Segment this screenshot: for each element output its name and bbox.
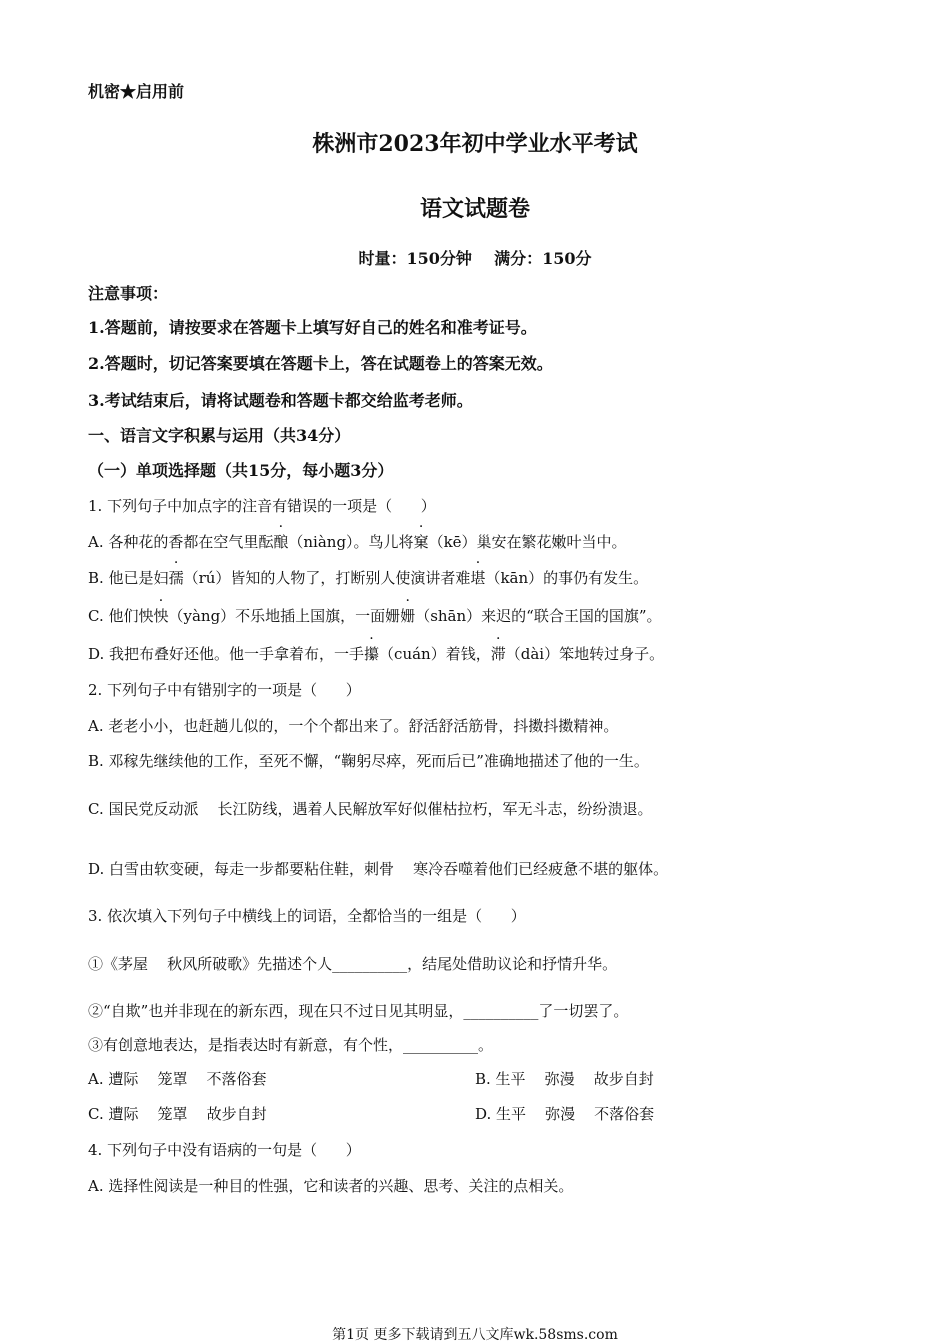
q2-stem: 2. 下列句子中有错别字的一项是（ ） [88,681,361,699]
page-footer: 第1页 更多下载请到五八文库wk.58sms.com [332,1327,618,1343]
subsection-heading: （一）单项选择题（共15分，每小题3分） [88,461,394,480]
q1-option-a: A. 各种花的香都在空气里酝酿（niàng）。鸟儿将窠（kē）巢安在繁花嫩叶当中。 [88,533,627,551]
confidential-label: 机密★启用前 [88,82,185,101]
q3-sentence-2: ②“自欺”也并非现在的新东西，现在只不过日见其明显，__________了一切罢了。 [88,1002,629,1020]
q3-stem: 3. 依次填入下列句子中横线上的词语，全都恰当的一组是（ ） [88,907,526,925]
page-subtitle: 语文试题卷 [419,196,530,222]
q3-option-d: D. 生平 弥漫 不落俗套 [475,1105,655,1123]
q3-sentence-1: ①《茅屋 秋风所破歌》先描述个人__________，结尾处借助议论和抒情升华。 [88,955,618,973]
note-item: 2.答题时，切记答案要填在答题卡上，答在试题卷上的答案无效。 [88,354,553,373]
note-item: 3.考试结束后，请将试题卷和答题卡都交给监考老师。 [88,391,473,410]
q1-stem: 1. 下列句子中加点字的注音有错误的一项是（ ） [88,497,436,515]
q1-option-d: D. 我把布叠好还他。他一手拿着布，一手攥（cuán）着钱，滞（dài）笨地转过身子。 [88,645,665,663]
time-info: 时量：150分钟 满分：150分 [358,249,592,268]
q3-sentence-3: ③有创意地表达，是指表达时有新意，有个性，__________。 [88,1036,494,1054]
notes-heading: 注意事项： [88,284,169,303]
page-title: 株洲市2023年初中学业水平考试 [312,131,638,157]
q1-option-b: B. 他已是妇孺（rú）皆知的人物了，打断别人使演讲者难堪（kān）的事仍有发生。 [88,569,649,587]
section-heading: 一、语言文字积累与运用（共34分） [88,426,351,445]
q2-option-a: A. 老老小小，也赶趟儿似的，一个个都出来了。舒活舒活筋骨，抖擞抖擞精神。 [88,717,619,735]
q4-option-a: A. 选择性阅读是一种目的性强，它和读者的兴趣、思考、关注的点相关。 [88,1177,574,1195]
q1-option-c: C. 他们怏怏（yàng）不乐地插上国旗，一面姗姗（shān）来迟的“联合王国的国旗”。 [88,607,662,625]
q4-stem: 4. 下列句子中没有语病的一句是（ ） [88,1141,361,1159]
note-item: 1.答题前，请按要求在答题卡上填写好自己的姓名和准考证号。 [88,318,537,337]
q2-option-b: B. 邓稼先继续他的工作，至死不懈，“鞠躬尽瘁，死而后已”准确地描述了他的一生。 [88,752,649,770]
q3-option-b: B. 生平 弥漫 故步自封 [475,1070,654,1088]
q2-option-c: C. 国民党反动派 长江防线，遇着人民解放军好似催枯拉朽，军无斗志，纷纷溃退。 [88,800,653,818]
q2-option-d: D. 白雪由软变硬，每走一步都要粘住鞋，刺骨 寒冷吞噬着他们已经疲惫不堪的躯体。 [88,860,669,878]
q3-option-c: C. 遭际 笼罩 故步自封 [88,1105,267,1123]
q3-option-a: A. 遭际 笼罩 不落俗套 [88,1070,267,1088]
